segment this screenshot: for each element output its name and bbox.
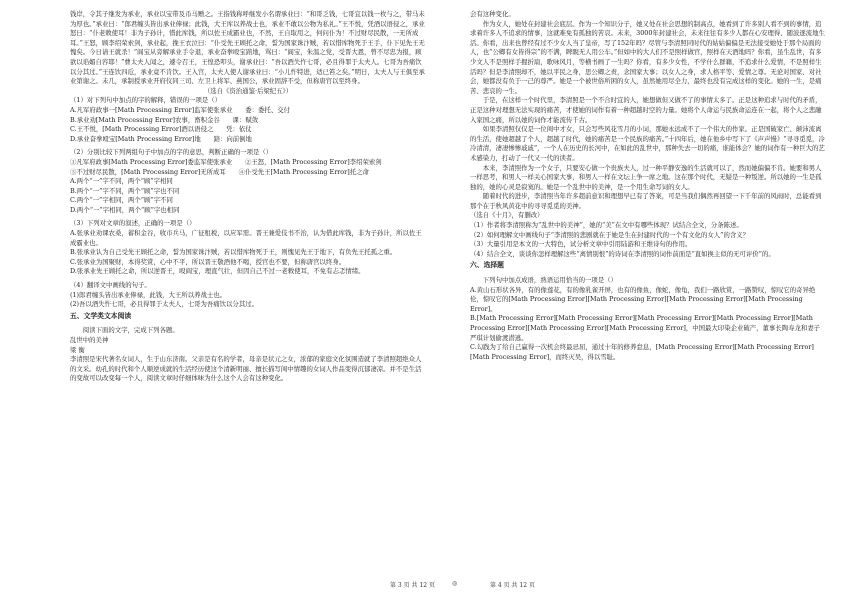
right-paragraph: 下列句中加点成语，熟语运用恰当的一项是（） [482,276,617,285]
right-paragraph: （3）大量引用是本文的一大特色，试分析文章中引用陆游和王维诗句的作用。 [470,240,692,249]
left-paragraph: 钱岸，令其子继发为承业，承业以宝带及币马赠之。王指钱称呼继发小名谓承业曰：“和哥乏钱，七哥宜以钱一枚与之，带马未为厚也。”承业曰：“郎君缠头皆出承业俸禄；此钱，大王库以养战士也，承业不敢以公物为私礼。”王不悦，凭酒以语侵之，承业怒曰：“仆老敕使耳！非为子孙计，惜此库钱，所以佐王成霸业也，不然，王自取用之，何问仆为！不过财尽民散，一无所成耳。”王怒，顾李绍荣索剑，承业起，挽王衣泣曰：“仆受先王顾托之命，誓为国家诛汴贼，若以惜库物死于王手，仆下见先王无愧矣。今日请王就杀！”阎宝从旁解承业手令退，承业奋拳殴宝踣地，骂曰：“阎宝，朱温之党，受晋大恩，曾不尽忠为报，顾欲以谄媚自容耶！”曹太夫人闻之，遽令召王，王惶恐叩头，谢承业曰：“吾以酒失忤七哥，必且得罪于太夫人。七哥为吾痛饮以分其过。”王连饮四卮，承业竟不肯饮。王入宫，太夫人使人谢承业曰：“小儿忤特进，适已笞之矣。”明日，太夫人与王俱至承业第谢之。未几，承制授承业开府仪同三司、左卫上将军、燕国公，承业固辞不受，但称唐官以至终身。 [70,10,425,86]
left-paragraph: B.张承业认为自己受先王顾托之命，誓为国家诛汴贼，若以惜库物死于王，则愧见先王于地下，有负先王托孤之重。 [70,248,397,257]
left-paragraph: （1）对下列句中加点的字的解释，错误的一项是（） [70,96,222,105]
left-paragraph: 乱世中的美神 [70,336,109,344]
left-paragraph: C.两个“一”字相同，两个“顾”字不同 [70,196,173,205]
right-paragraph: 本来，李清照作为一个女子，只要安心做一个贵族夫人，过一种平静安逸的生活就可以了，然而她偏偏不肯。她要和男人一样思考，和男人一样关心国家大事，和男人一样在文坛上争一席之地。这在那个时代，无疑是一种叛逆。所以她的一生是孤独的，她的心灵是寂寞的。她是一个乱世中的美神，是一个用生命写词的女人。 [470,163,822,191]
right-paragraph: 随着时代的进步，李清照当年许多超前意识和理想早已有了答案，可是当我们偶然再回望一下千年前的风雨时，总能看到那个在于秋风黄花中的寻寻觅觅的美神。 [470,192,822,210]
right-paragraph: C.勾践为了给自己赢得一次机会终最忌屈，通过十年的修养怠息，[Math Processing Error][Math Processing Error][Math Processing Error]，而终灭吴，得以雪耻。 [470,343,814,361]
left-page-number: 第 3 页 共 12 页 [390,582,435,589]
left-paragraph: （选自《资治通鉴·后梁纪五》） [203,86,293,95]
left-paragraph: D.承业奋拳殴宝[Math Processing Error]地 踣：向前倒地 [70,134,252,143]
right-paragraph: A.黄山石形状各异，有的像莲花，有的像乳雀开屏，也有的像鱼，像蛇，像龟，我们一路欣赏，一路赞叹，惊叹它的奇异绝伦，惊叹它的[Math Processing Error][Math Processing Error][Math Processing Error][Math Processing Error]。 [470,285,816,313]
left-paragraph: (2)吾以酒失忤七哥，必且得罪于太夫人，七哥为吾痛饮以分其过。 [70,300,258,309]
left-paragraph: B.承业劝[Math Processing Error]农事，畜积金谷 课：赋敛 [70,115,259,124]
left-paragraph: （2）分别比较下列两组句子中加点的字的意思，判断正确的一项是（） [70,148,273,157]
left-paragraph: C.张承业为国聚财，本得奖赏，心中不平，所以晋王敬酒他不喝，授官也不要，但称唐官以终身。 [70,257,346,266]
left-paragraph: 李清照是宋代著名女词人，生于山东济南。父亲是有名的学者，母亲是状元之女，浓郁的家庭文化氛围造就了李清照超绝众人的文采。幼孔的时代和个人顺逆成就的生活经历使这个清新明丽、擅长描写闺中情趣的女词人作品变得沉郁凄凉。并不是生活的变故可以改变每一个人，阅读文章时仔细体味为什么这个人会有这种变化。 [70,355,422,383]
left-paragraph: （3）下列对文章的叙述，正确的一项是（） [70,219,196,228]
left-paragraph: （4）翻译文中画线的句子。 [70,281,151,290]
left-page-column [70,10,426,570]
left-paragraph: A.张承业劝课农桑，蓄积金谷，收市兵马，广征租税，以应军需。晋王兼爱伎书不治，认为借此库钱，非为子孙计，所以佐王成霸业也。 [70,229,422,247]
right-paragraph: 于是，在这样一个时代里，李清照是一个不合时宜的人，她想做但又做不了的事情太多了。正是这种追求与时代的矛盾，正是这种对理想无法实现的痛苦，才使她的词作有着一种超越时空的力量。她将个人命运与民族命运连在一起，将个人之悲融入家国之痛，所以她的词作才能流传千古。 [470,96,822,124]
section-heading: 六、选择题 [470,261,504,270]
right-paragraph: （选自《十月》，有删改） [470,211,544,220]
right-page-number: 第 4 页 共 12 页 [490,582,535,589]
left-paragraph: 阅读下面的文字，完成下列各题。 [82,326,179,335]
right-paragraph: 作为女人，她处在封建社会底层。作为一个知识分子，她又处在社会思想的制高点，她看到了许多别人看不到的事情，追求着许多人不追求的情事，这就难免有孤独的苦哀。未来，3000年封建社会，未来往往有多少人都在心安理得、随波逐流地生活。你看，出来也曾经有过不少女人当了皇帝，写了152年吗？尽管与李清照同时代的姑姑偏偏是无法接受她处于那个局面的人，也“公卿有女皆得宗”的不满，睥睨无人用公车。”但如中的大人们不是照样做官，照样在天酒地吗？你看，虽生乱世，有多少文人不是照样手握折扇，歌咏风月，等横书画了一生吗？你看，有多少女性，不学什么群籍，不追求什么爱情，不是照样生活吗？但是李清照却不，她以平民之身，思公卿之责，念国家大事；以女人之身，求人格平等、爱情之尊。无论对国家、对社会，她都没有负于一己的尊严。她是一个被世俗所困的女人，虽然她用尽全力，最终也没有完成这样的变化。她的一生，是痛苦、悲哀的一生。 [470,19,825,95]
page-separator-mark: ◎ [452,580,458,587]
right-paragraph: （4）结合全文，谈谈你怎样理解这些“离情别恨”的诗词在李清照的词作前面是“直如换主似的无可评价”的。 [470,249,775,258]
left-paragraph: (1)郎君缠头皆出承业俸禄，此钱，大王所以养战士也。 [70,290,227,299]
right-paragraph: 会有这种变化。 [470,10,515,18]
left-paragraph: A.两个“一”字不同，两个“顾”字相同 [70,177,173,186]
left-paragraph: B.两个“一”字不同，两个“顾”字也不同 [70,186,180,195]
left-paragraph: 梁 衡 [70,345,85,354]
right-paragraph: 如果李清照仅仅是一位闺中才女，只会写些风花雪月的小词，那她永远成不了一个伟大的作家。正是国破家亡、颠沛流离的生活，使她超越了个人，超越了时代，她的痛苦是一个民族的痛苦。”十四年后，她在他乡中写下了《声声慢》“寻寻觅觅，冷冷清清，凄凄惨惨戚戚”，一个人在历史的长河中，在如此的乱世中，那种失去一切的痛，谁能体会？她的词作有一种巨大的艺术感染力，打动了一代又一代的读者。 [470,125,825,162]
left-paragraph: C.王不悦，[Math Processing Error]酒以语侵之 凭：依仗 [70,125,252,134]
left-paragraph: D.张承业先王顾托之命，所以逆晋王，殴阎宝，理直气壮，但因自己不过一老敕使耳，不免有忐忑情绪。 [70,267,365,276]
left-paragraph: D.两个“一”字相同，两个“顾”字也相同 [70,205,180,214]
right-paragraph: B.[Math Processing Error][Math Processing Error][Math Processing Error][Math Processing Error][Math Processing Error][Math Processing Error][Math Processing Error]，中国最大印染企业破产，董事长陶寿龙和妻子严琪计划偷渡潜逃。 [470,314,821,342]
right-paragraph: （1）作者将李清照称为“乱世中的美神”，她的“美”在文中有哪些体现？试结合全文，分条陈述。 [470,221,743,230]
right-paragraph: （2）如何理解文中画线句子“李清照的悲剧就在于她是生在封建时代的一个有文化的女人”的含义？ [470,230,750,239]
left-paragraph: ①凡军府政事[Math Processing Error]委监军使张承业 ②王怒，[Math Processing Error]李绍荣索剑 [70,157,382,166]
left-paragraph: ③不过财尽民散，[Math Processing Error]无所成耳 ④仆受先王[Math Processing Error]托之命 [70,167,369,176]
right-page-column [470,10,826,570]
section-heading: 五、文学类文本阅读 [70,311,132,320]
left-paragraph: A.凡军府政事一[Math Processing Error]监军使张承业 委：委托、交付 [70,105,290,114]
